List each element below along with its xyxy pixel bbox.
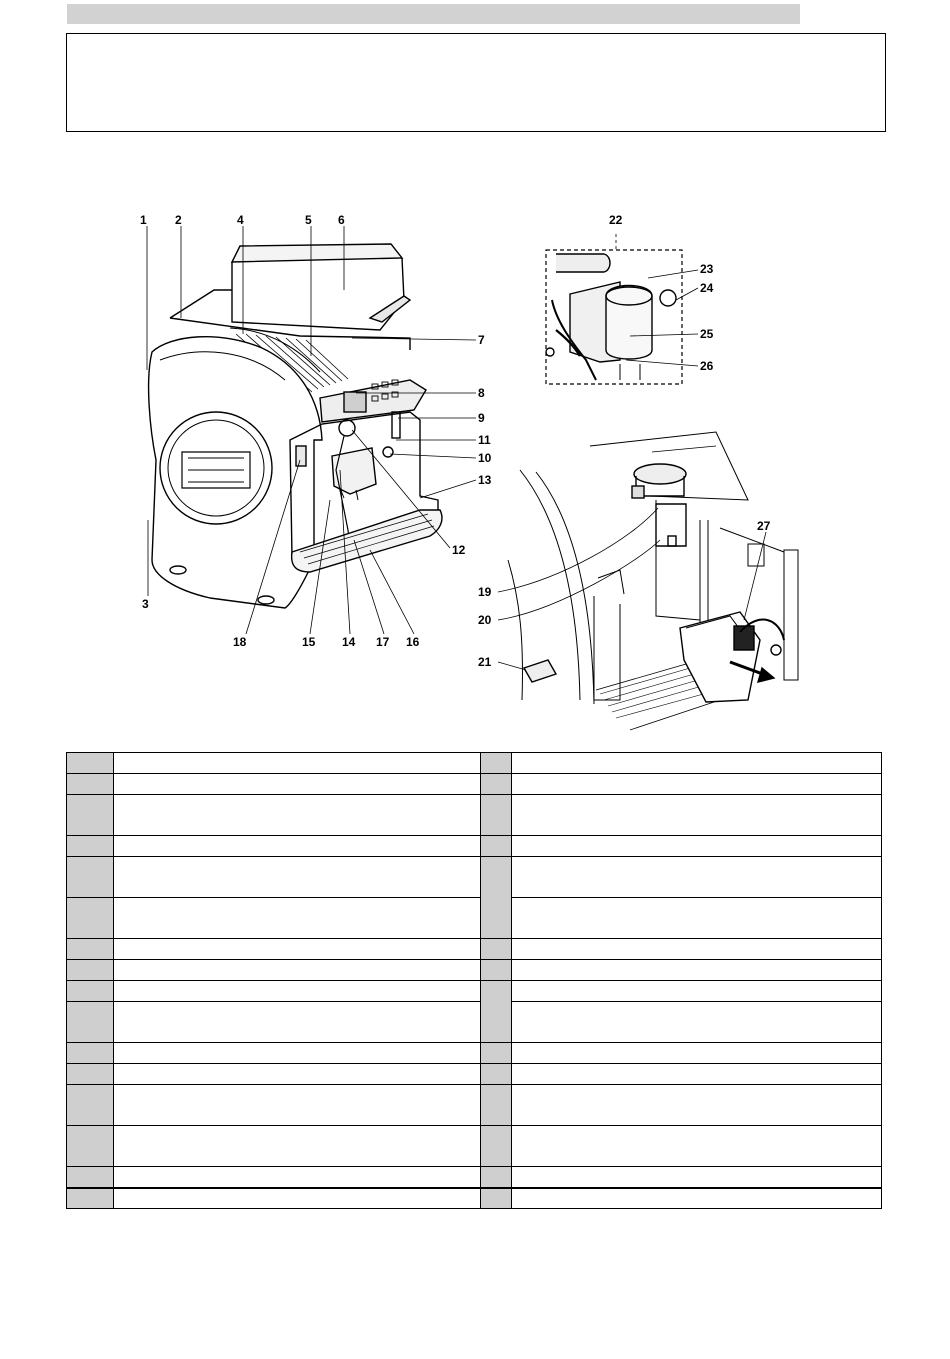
label-18: 18 <box>233 635 247 649</box>
table-row <box>67 981 882 1002</box>
label-10: 10 <box>478 451 492 465</box>
label-6: 6 <box>338 213 345 227</box>
label-4: 4 <box>237 213 244 227</box>
table-row <box>67 939 882 960</box>
label-5: 5 <box>305 213 312 227</box>
label-3: 3 <box>142 597 149 611</box>
label-2: 2 <box>175 213 182 227</box>
label-11: 11 <box>478 433 491 447</box>
label-17: 17 <box>376 635 390 649</box>
label-27: 27 <box>757 519 771 533</box>
label-22: 22 <box>609 213 623 227</box>
table-row <box>67 1188 882 1209</box>
label-25: 25 <box>700 327 714 341</box>
label-15: 15 <box>302 635 316 649</box>
label-7: 7 <box>478 333 485 347</box>
label-9: 9 <box>478 411 485 425</box>
table-row <box>67 836 882 857</box>
label-24: 24 <box>700 281 714 295</box>
table-row <box>67 753 882 774</box>
label-26: 26 <box>700 359 714 373</box>
table-row <box>67 1043 882 1064</box>
label-21: 21 <box>478 655 492 669</box>
table-row <box>67 774 882 795</box>
table-row <box>67 960 882 981</box>
label-8: 8 <box>478 386 485 400</box>
table-row <box>67 898 882 939</box>
label-16: 16 <box>406 635 420 649</box>
table-row <box>67 857 882 898</box>
parts-table <box>66 752 882 1209</box>
table-row <box>67 1167 882 1188</box>
label-19: 19 <box>478 585 492 599</box>
table-row <box>67 795 882 836</box>
label-20: 20 <box>478 613 492 627</box>
label-14: 14 <box>342 635 356 649</box>
label-12: 12 <box>452 543 466 557</box>
table-row <box>67 1126 882 1167</box>
label-23: 23 <box>700 262 714 276</box>
table-row <box>67 1064 882 1085</box>
label-1: 1 <box>140 213 147 227</box>
label-13: 13 <box>478 473 492 487</box>
table-row <box>67 1085 882 1126</box>
table-row <box>67 1002 882 1043</box>
